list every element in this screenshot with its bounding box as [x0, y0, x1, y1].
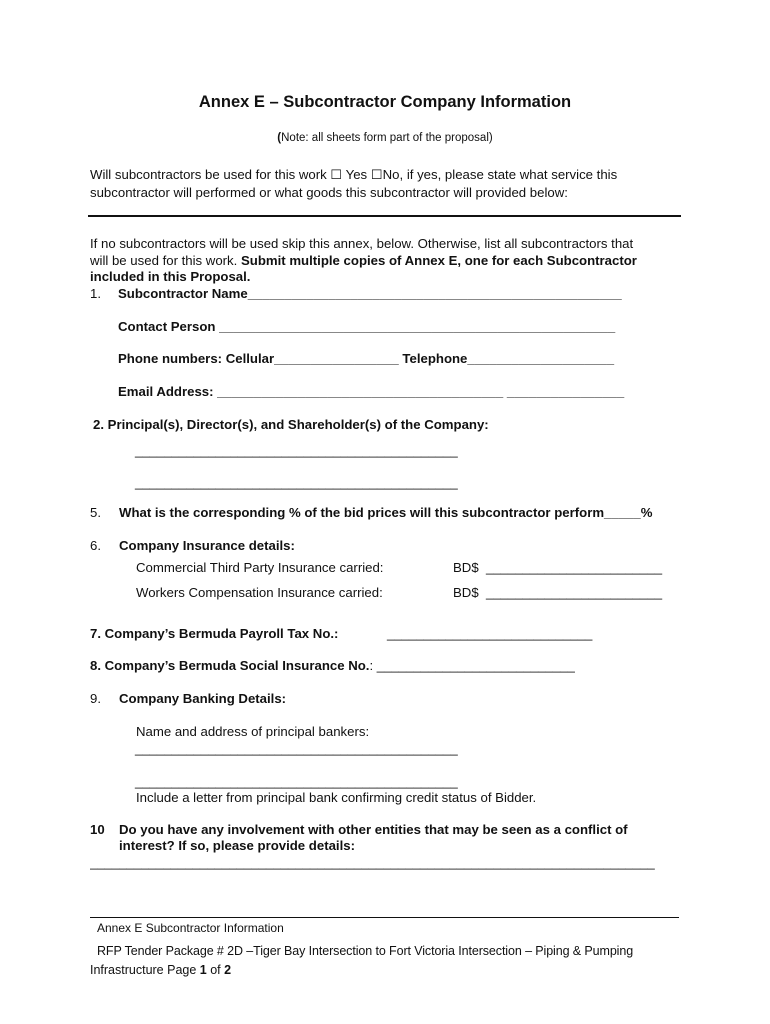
conflict-question-line2: interest? If so, please provide details:: [119, 838, 355, 853]
note-paren: (: [277, 132, 282, 144]
footer-rule: [90, 917, 679, 918]
item5-number: 5.: [90, 505, 101, 520]
social-insurance-field[interactable]: : ___________________________: [369, 658, 575, 673]
page-of: of: [206, 963, 225, 977]
payroll-tax-field[interactable]: ____________________________: [387, 626, 593, 641]
skip-instructions-line3: included in this Proposal.: [90, 269, 251, 284]
principals-label: 2. Principal(s), Director(s), and Shareholder(s) of the Company:: [93, 417, 489, 432]
skip-instructions-line2: [90, 253, 637, 268]
subcontractors-question-line2: subcontractor will performed or what goods this subcontractor will provided below:: [90, 185, 568, 200]
footer-rfp-line1: RFP Tender Package # 2D –Tiger Bay Intersection to Fort Victoria Intersection – Piping & Pumping: [97, 944, 634, 958]
bankers-label: Name and address of principal bankers:: [136, 724, 370, 739]
bankers-blank-1[interactable]: ____________________________________________: [135, 741, 458, 756]
skip-plain-text: will be used for this work.: [90, 253, 241, 268]
social-insurance-row: [90, 658, 575, 673]
note-text: Note: all sheets form part of the proposal): [281, 132, 493, 144]
item10-number: 10: [90, 822, 105, 837]
principals-blank-2[interactable]: ____________________________________________: [135, 475, 458, 490]
workers-comp-currency: BD$: [453, 585, 479, 600]
commercial-insurance-currency: BD$: [453, 560, 479, 575]
social-insurance-label: 8. Company’s Bermuda Social Insurance No.: [90, 658, 370, 673]
conflict-question-line1: Do you have any involvement with other entities that may be seen as a conflict of: [119, 822, 628, 837]
item6-number: 6.: [90, 538, 101, 553]
phone-numbers-field[interactable]: Phone numbers: Cellular_________________ Telephone____________________: [118, 351, 615, 366]
footer-page-info: [90, 963, 231, 977]
principals-blank-1[interactable]: ____________________________________________: [135, 443, 458, 458]
proposal-note: [0, 132, 770, 144]
workers-comp-field[interactable]: ________________________: [486, 585, 663, 600]
skip-bold-text: Submit multiple copies of Annex E, one for each Subcontractor: [240, 253, 637, 268]
commercial-insurance-label: Commercial Third Party Insurance carried:: [136, 560, 384, 575]
workers-comp-label: Workers Compensation Insurance carried:: [136, 585, 383, 600]
subcontractors-question-line1: Will subcontractors be used for this work ☐ Yes ☐No, if yes, please state what service this: [90, 167, 618, 182]
insurance-label: Company Insurance details:: [119, 538, 295, 553]
footer-rfp-line2: Infrastructure Page: [90, 963, 200, 977]
item1-number: 1.: [90, 286, 101, 301]
skip-instructions-line1: If no subcontractors will be used skip this annex, below. Otherwise, list all subcontractors that: [90, 236, 634, 251]
item9-number: 9.: [90, 691, 101, 706]
footer-section: Annex E Subcontractor Information: [97, 921, 284, 935]
answer-rule: [88, 215, 681, 217]
banking-label: Company Banking Details:: [119, 691, 287, 706]
email-address-field[interactable]: Email Address: _______________________________________ ________________: [118, 384, 625, 399]
conflict-details-field[interactable]: _____________________________________________________________________________: [90, 855, 655, 870]
page-current: 1: [199, 963, 207, 977]
contact-person-field[interactable]: Contact Person ______________________________________________________: [118, 319, 616, 334]
document-title: Annex E – Subcontractor Company Information: [198, 93, 572, 111]
page-total: 2: [224, 963, 232, 977]
commercial-insurance-field[interactable]: ________________________: [486, 560, 663, 575]
payroll-tax-label: 7. Company’s Bermuda Payroll Tax No.:: [90, 626, 339, 641]
bankers-blank-2[interactable]: ____________________________________________: [135, 774, 458, 789]
subcontractor-name-field[interactable]: Subcontractor Name___________________________________________________: [118, 286, 622, 301]
bank-letter-note: Include a letter from principal bank confirming credit status of Bidder.: [136, 790, 537, 805]
bid-percentage-field[interactable]: What is the corresponding % of the bid prices will this subcontractor perform_____%: [119, 505, 653, 520]
